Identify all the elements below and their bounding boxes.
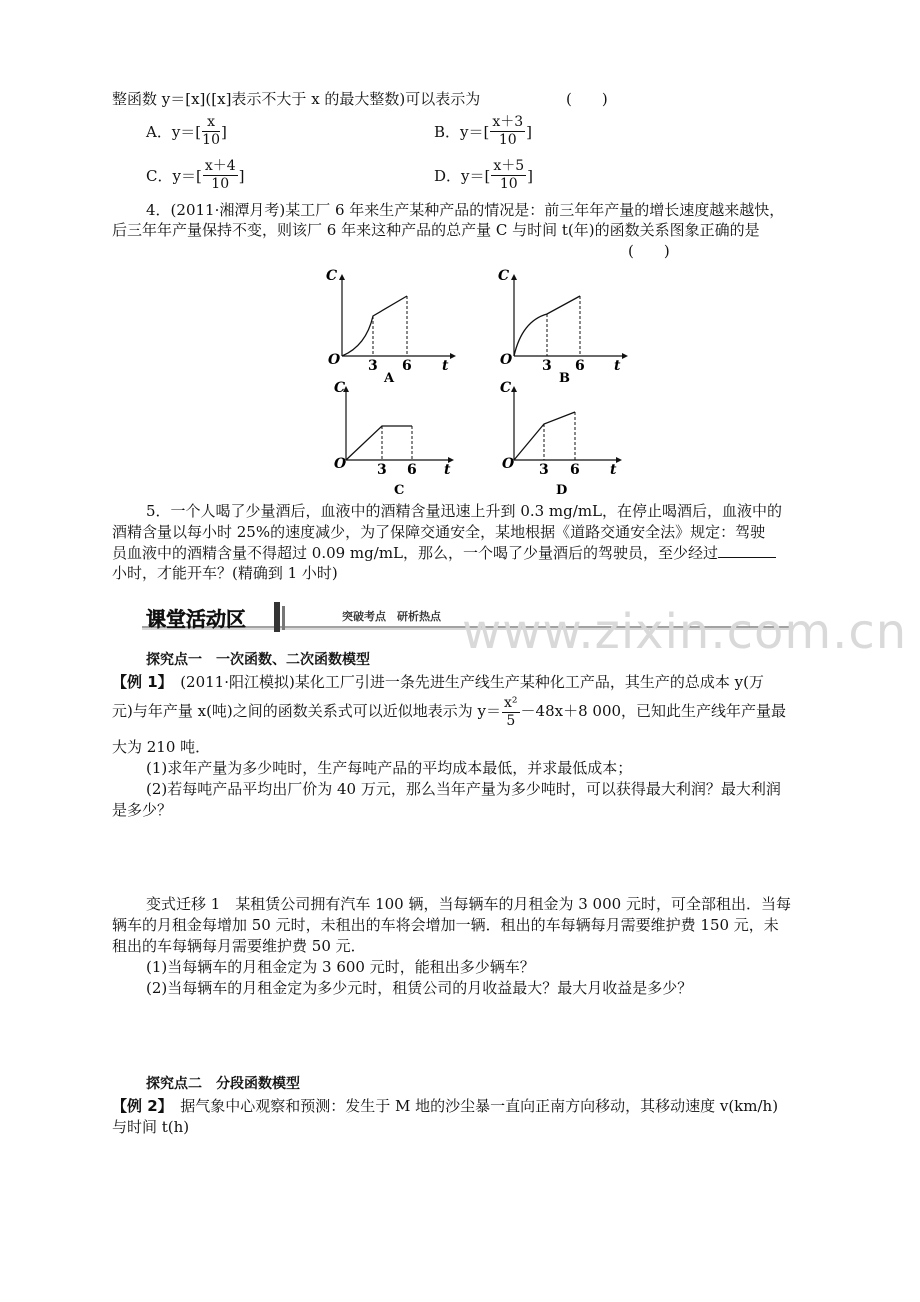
axis-label-t: t [442,358,449,374]
q4-line2: 后三年年产量保持不变，则该厂 6 年来这种产品的总产量 C 与时间 t(年)的函数关系图象正确的是 [112,221,760,239]
variant1-line1: 变式迁移 1 某租赁公司拥有汽车 100 辆，当每辆车的月租金为 3 000 元时，可全部租出．当每 [146,895,791,913]
tick-3: 3 [539,462,549,478]
y-axis-arrow [339,274,345,280]
example1-q2-b: 是多少？ [112,801,173,819]
watermark: www.zixin.com.cn [462,604,908,660]
axis-label-c: C [500,380,512,396]
option-bracket: ] [526,122,533,141]
example2-line1 [112,1096,778,1116]
q5-line3 [112,543,776,563]
axis-label-t: t [614,358,621,374]
q5-line2: 酒精含量以每小时 25%的速度减少，为了保障交通安全，某地根据《道路交通安全法》规定：驾驶 [112,523,766,541]
fraction-denominator: 10 [499,176,518,192]
q3-stem: 整函数 y＝[x]([x]表示不大于 x 的最大整数)可以表示为 [112,90,481,108]
example1-line3: 大为 210 吨． [112,738,211,756]
tick-6: 6 [570,462,580,478]
axis-label-t: t [444,462,451,478]
section1-heading: 探究点一 一次函数、二次函数模型 [146,652,370,668]
fraction-denominator: 10 [498,132,517,148]
tick-3: 3 [377,462,387,478]
axis-label-t: t [610,462,617,478]
curve [346,426,412,460]
example1-line2-b: －48x＋8 000，已知此生产线年产量最 [520,702,787,720]
q3-option-d [434,158,533,193]
variant1-line3: 租出的车每辆每月需要维护费 50 元． [112,937,366,955]
option-label: A．y＝[ [146,123,202,141]
y-axis-arrow [511,274,517,280]
variant1-line2: 辆车的月租金每增加 50 元时，未租出的车将会增加一辆．租出的车每辆每月需要维护费 150 元，未 [112,916,779,934]
option-fraction [490,114,525,149]
y-axis-arrow [511,386,517,392]
example1-fraction [502,695,520,730]
fraction-numerator: x² [504,694,518,711]
example1-line1-text: (2011·阳江模拟)某化工厂引进一条先进生产线生产某种化工产品，其生产的总成本 y(万 [180,673,764,691]
option-fraction [202,114,220,149]
axis-label-c: C [326,268,338,284]
q4-answer-paren: ( ) [628,242,670,260]
graph-label: B [559,371,570,386]
axis-label-c: C [334,380,346,396]
q3-option-c [146,158,244,193]
option-fraction [491,158,526,193]
option-label: C．y＝[ [146,167,202,185]
fraction-denominator: 10 [202,132,220,148]
origin-label: O [334,456,347,472]
example1-line1 [112,672,764,692]
x-axis-arrow [616,457,622,463]
example1-q2-a: (2)若每吨产品平均出厂价为 40 万元，那么当年产量为多少吨时，可以获得最大利润？最大利润 [146,780,781,798]
banner-bar [274,602,280,632]
origin-label: O [328,352,341,368]
q5-line1: 5．一个人喝了少量酒后，血液中的酒精含量迅速上升到 0.3 mg/mL，在停止喝酒后，血液中的 [146,502,783,520]
variant1-q1: (1)当每辆车的月租金定为 3 600 元时，能租出多少辆车？ [146,958,535,976]
example2-line2: 与时间 t(h) [112,1118,190,1136]
q4-line1: 4．(2011·湘潭月考)某工厂 6 年来生产某种产品的情况是：前三年年产量的增长速度越来越快， [146,201,785,219]
graph-b [490,266,630,386]
option-bracket: ] [221,122,227,141]
answer-blank [718,543,776,558]
fraction-denominator: 10 [211,176,230,192]
graph-d [490,378,630,498]
option-bracket: ] [238,166,245,185]
tick-6: 6 [575,358,585,374]
graph-c [322,378,462,498]
x-axis-arrow [450,353,456,359]
x-axis-arrow [622,353,628,359]
fraction-numerator: x＋4 [204,158,236,174]
example2-line1-text: 据气象中心观察和预测：发生于 M 地的沙尘暴一直向正南方向移动，其移动速度 v(km/h) [180,1097,779,1115]
fraction-numerator: x [202,114,220,132]
fraction-denominator: 5 [506,712,516,729]
example1-line2-a: 元)与年产量 x(吨)之间的函数关系式可以近似地表示为 y＝ [112,702,502,720]
option-bracket: ] [527,166,534,185]
variant1-q2: (2)当每辆车的月租金定为多少元时，租赁公司的月收益最大？最大月收益是多少？ [146,979,693,997]
option-fraction [203,158,238,193]
example1-tag: 【例 1】 [112,673,166,691]
q3-option-b [434,114,532,149]
graph-a [318,266,458,386]
fraction-numerator: x＋5 [493,158,525,174]
q3-answer-paren: ( ) [566,90,608,108]
fraction-numerator: x＋3 [492,114,524,130]
tick-6: 6 [407,462,417,478]
q3-option-a [146,114,227,149]
banner-subtitle: 突破考点 研析热点 [342,610,441,623]
banner-title: 课堂活动区 [146,607,246,631]
example1-line2 [112,692,786,730]
axis-label-c: C [498,268,510,284]
section2-heading: 探究点二 分段函数模型 [146,1076,300,1092]
graph-label: D [556,483,568,498]
origin-label: O [500,352,513,368]
q5-line4: 小时，才能开车？(精确到 1 小时) [112,564,338,582]
graph-label: C [394,483,405,498]
q5-line3-text: 员血液中的酒精含量不得超过 0.09 mg/mL，那么，一个喝了少量酒后的驾驶员，至少经过 [112,544,719,562]
example2-tag: 【例 2】 [112,1097,166,1115]
option-label: D．y＝[ [434,167,491,185]
tick-3: 3 [368,358,378,374]
example1-q1: (1)求年产量为多少吨时，生产每吨产品的平均成本最低，并求最低成本； [146,759,633,777]
option-label: B．y＝[ [434,123,490,141]
banner-bar-thin [282,606,285,630]
curve [342,296,407,356]
tick-3: 3 [542,358,552,374]
graph-label: A [384,371,395,386]
origin-label: O [502,456,515,472]
tick-6: 6 [402,358,412,374]
